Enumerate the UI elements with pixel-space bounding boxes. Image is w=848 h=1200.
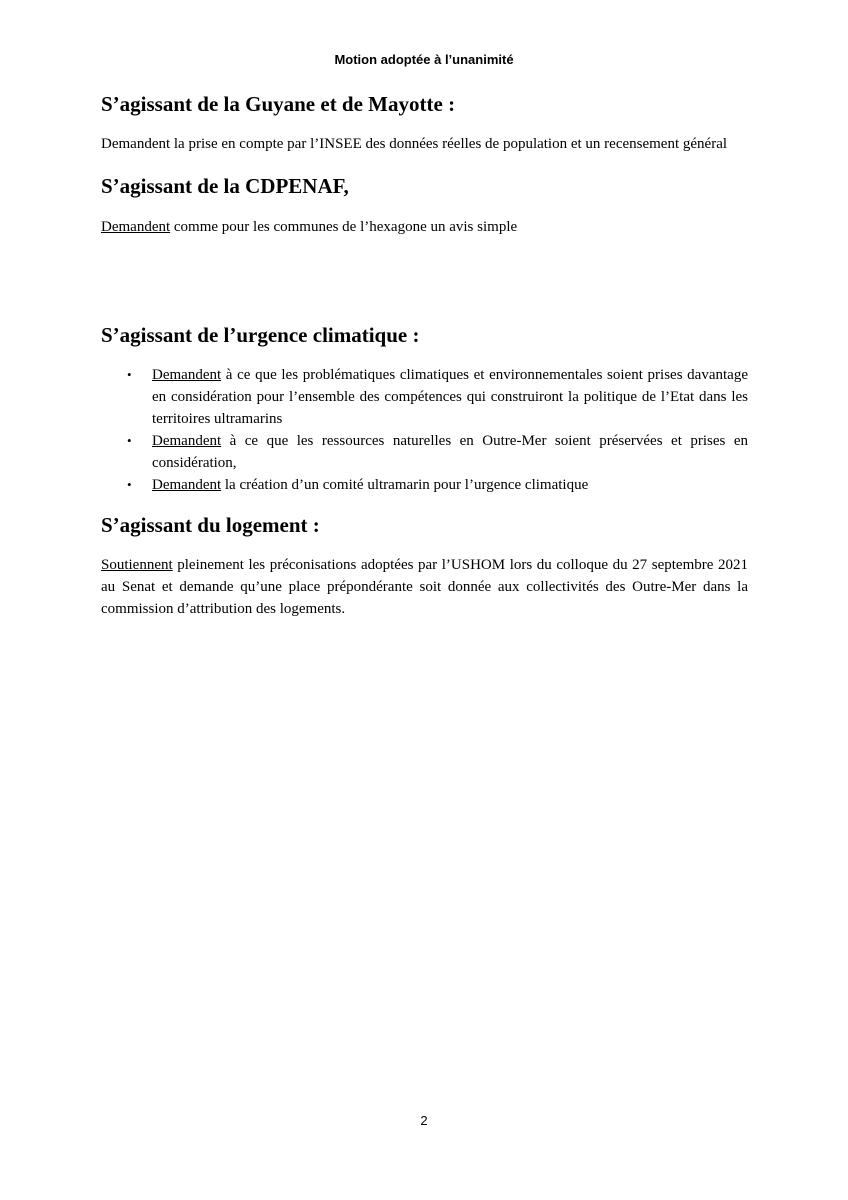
bullet-list-urgence-climatique <box>101 364 748 496</box>
section-text-guyane-mayotte: Demandent la prise en compte par l’INSEE des données réelles de population et un recensement général <box>101 136 728 152</box>
section-heading-cdpenaf: S’agissant de la CDPENAF, <box>101 174 349 198</box>
paragraph-text: comme pour les communes de l’hexagone un avis simple <box>170 219 518 235</box>
bullet-icon: • <box>127 433 132 448</box>
underlined-verb: Demandent <box>152 433 222 449</box>
page-header-title: Motion adoptée à l’unanimité <box>334 52 514 67</box>
bullet-icon: • <box>127 367 132 382</box>
section-heading-guyane-mayotte: S’agissant de la Guyane et de Mayotte : <box>101 92 456 116</box>
underlined-verb: Demandent <box>152 367 222 383</box>
underlined-verb: Demandent <box>152 477 222 493</box>
section-heading-urgence-climatique: S’agissant de l’urgence climatique : <box>101 323 420 347</box>
list-item-text: la création d’un comité ultramarin pour l’urgence climatique <box>221 477 589 493</box>
list-item <box>101 430 748 474</box>
list-item-text: à ce que les problématiques climatiques et environnementales soient prises davantage en considération pour l’ensemble des compétences qui construiront la politique de l’Etat dans les territoires ultramarins <box>152 367 748 427</box>
document-body <box>101 89 748 620</box>
bullet-icon: • <box>127 477 132 492</box>
section-text-cdpenaf <box>101 216 748 238</box>
list-item-text: à ce que les ressources naturelles en Outre-Mer soient préservées et prises en considération, <box>152 433 748 471</box>
section-text-logement <box>101 554 748 620</box>
underlined-verb: Soutiennent <box>101 557 173 573</box>
section-heading-logement: S’agissant du logement : <box>101 513 320 537</box>
paragraph-text: pleinement les préconisations adoptées par l’USHOM lors du colloque du 27 septembre 2021 au Senat et demande qu’une place prépondérante soit donnée aux collectivités des Outre-Mer dans la commission d’attribution des logements. <box>101 557 748 617</box>
list-item <box>101 474 748 496</box>
underlined-verb: Demandent <box>101 219 171 235</box>
page-number: 2 <box>420 1113 428 1128</box>
list-item <box>101 364 748 430</box>
